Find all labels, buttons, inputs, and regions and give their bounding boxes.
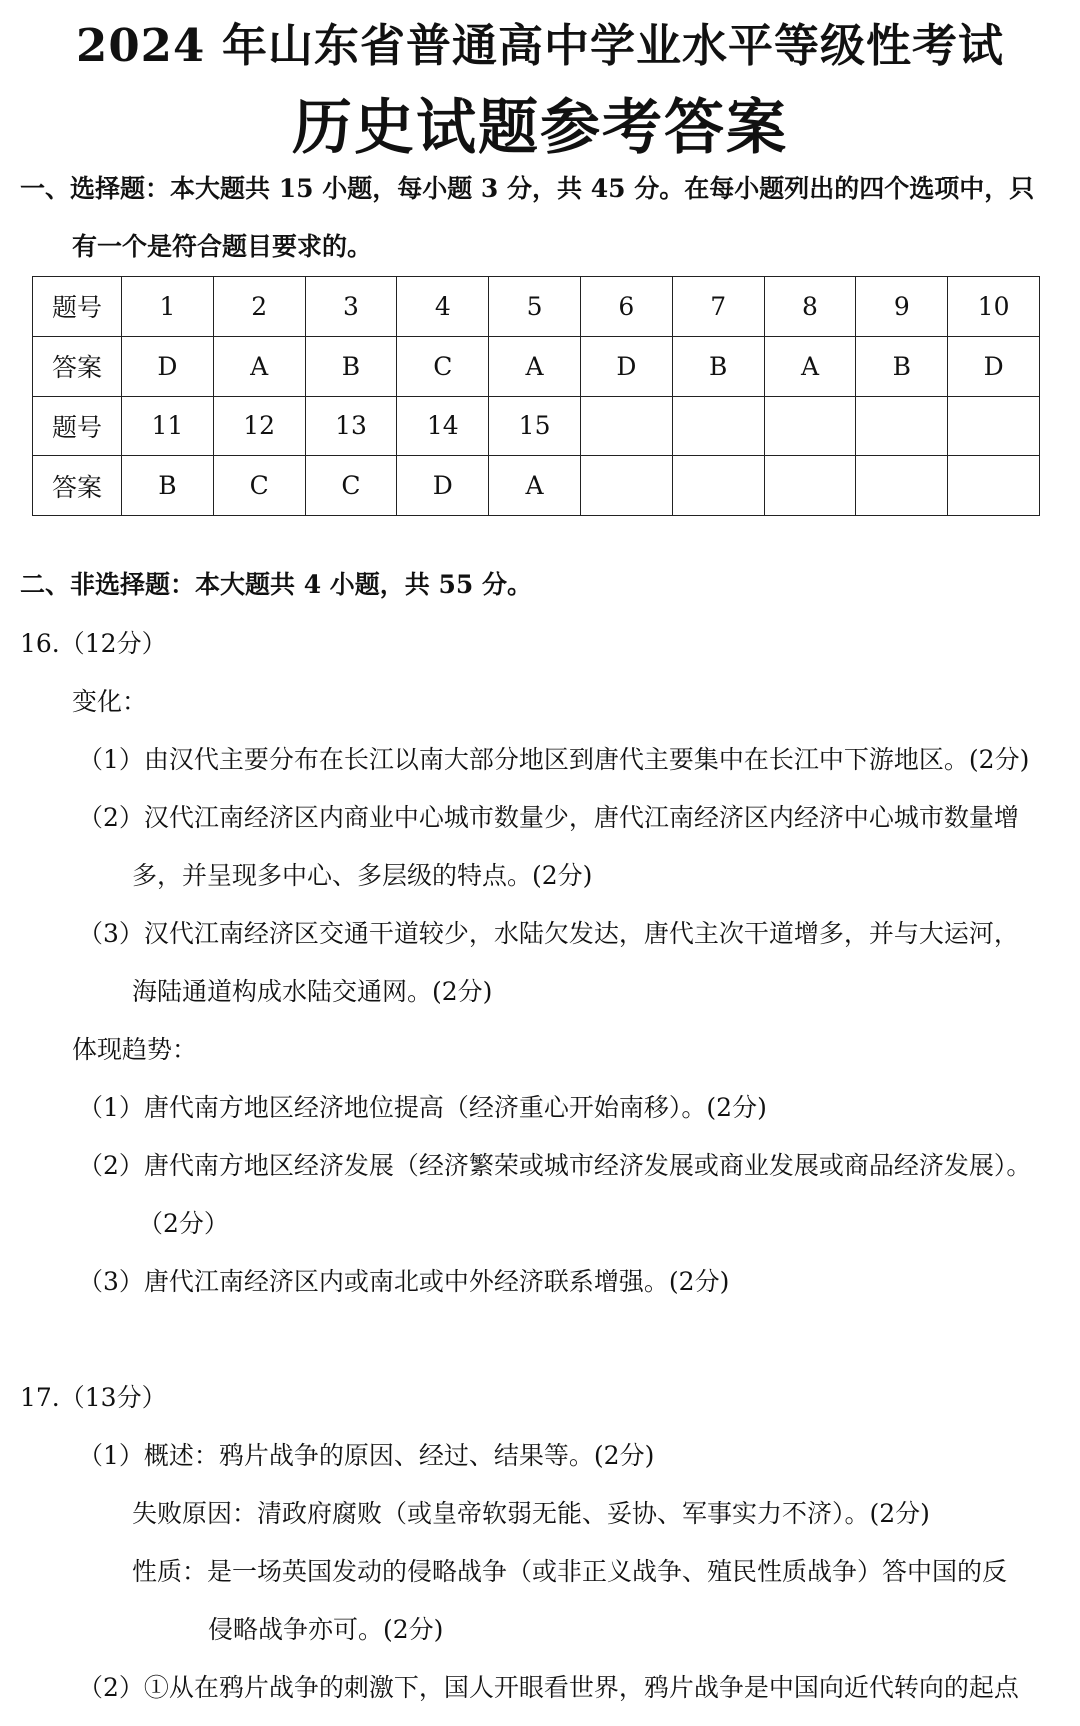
q16-trend-item-1: （1）唐代南方地区经济地位提高（经济重心开始南移）。(2分) <box>78 1093 767 1122</box>
q16-trend-label: 体现趋势： <box>72 1035 198 1064</box>
table-cell: 答案 <box>33 456 122 516</box>
table-cell <box>948 396 1040 456</box>
table-cell: D <box>948 336 1040 396</box>
table-cell: B <box>305 336 397 396</box>
section1-heading-line2: 有一个是符合题目要求的。 <box>72 232 373 261</box>
q16-trend-item-3: （3）唐代江南经济区内或南北或中外经济联系增强。(2分) <box>78 1267 730 1296</box>
table-cell: D <box>580 336 672 396</box>
section1-heading-line1: 一、选择题：本大题共 15 小题，每小题 3 分，共 45 分。在每小题列出的四个选项中，只 <box>20 174 1035 203</box>
table-cell: C <box>397 336 489 396</box>
table-cell: A <box>489 456 581 516</box>
table-cell: 4 <box>397 277 489 337</box>
table-cell: 7 <box>672 277 764 337</box>
table-row <box>33 456 1040 516</box>
q16-trend-item-2-cont: （2分） <box>138 1209 229 1238</box>
q16-change-label: 变化： <box>72 687 148 716</box>
table-row <box>33 336 1040 396</box>
exam-title: 2024 年山东省普通高中学业水平等级性考试 <box>76 19 1004 72</box>
table-cell: 11 <box>122 396 214 456</box>
table-cell: 10 <box>948 277 1040 337</box>
table-cell: 9 <box>856 277 948 337</box>
table-cell: 5 <box>489 277 581 337</box>
q17-line-3: 性质：是一场英国发动的侵略战争（或非正义战争、殖民性质战争）答中国的反 <box>132 1557 1008 1586</box>
q17-line-5: （2）①从在鸦片战争的刺激下，国人开眼看世界，鸦片战争是中国向近代转向的起点 <box>78 1673 1019 1702</box>
table-cell: 8 <box>764 277 856 337</box>
table-cell: A <box>489 336 581 396</box>
q16-trend-item-2: （2）唐代南方地区经济发展（经济繁荣或城市经济发展或商业发展或商品经济发展）。 <box>78 1151 1032 1180</box>
table-cell: B <box>122 456 214 516</box>
answer-table <box>32 276 1040 516</box>
q16-change-item-3: （3）汉代江南经济区交通干道较少，水陆欠发达，唐代主次干道增多，并与大运河， <box>78 919 1019 948</box>
table-cell: 答案 <box>33 336 122 396</box>
table-cell: 2 <box>213 277 305 337</box>
table-cell: 14 <box>397 396 489 456</box>
table-cell <box>856 396 948 456</box>
table-cell: C <box>213 456 305 516</box>
table-cell <box>764 396 856 456</box>
q16-change-item-1: （1）由汉代主要分布在长江以南大部分地区到唐代主要集中在长江中下游地区。(2分) <box>78 745 1030 774</box>
table-row <box>33 396 1040 456</box>
q16-change-item-3-cont: 海陆通道构成水陆交通网。(2分) <box>132 977 493 1006</box>
table-cell <box>948 456 1040 516</box>
document-subtitle: 历史试题参考答案 <box>292 93 788 163</box>
q17-line-2: 失败原因：清政府腐败（或皇帝软弱无能、妥协、军事实力不济）。(2分) <box>132 1499 930 1528</box>
table-cell <box>580 456 672 516</box>
table-cell: A <box>764 336 856 396</box>
table-cell <box>764 456 856 516</box>
q16-number: 16.（12分） <box>20 629 167 658</box>
table-cell <box>672 456 764 516</box>
table-cell <box>672 396 764 456</box>
table-cell: 题号 <box>33 277 122 337</box>
section1-heading <box>20 160 1060 276</box>
table-cell: B <box>856 336 948 396</box>
table-cell: 1 <box>122 277 214 337</box>
table-cell: C <box>305 456 397 516</box>
table-cell: D <box>122 336 214 396</box>
section2-heading: 二、非选择题：本大题共 4 小题，共 55 分。 <box>20 570 533 599</box>
table-cell: 6 <box>580 277 672 337</box>
table-cell: 12 <box>213 396 305 456</box>
table-cell: A <box>213 336 305 396</box>
table-row <box>33 277 1040 337</box>
q16-change-item-2: （2）汉代江南经济区内商业中心城市数量少，唐代江南经济区内经济中心城市数量增 <box>78 803 1019 832</box>
table-cell: 15 <box>489 396 581 456</box>
q16-change-item-2-cont: 多，并呈现多中心、多层级的特点。(2分) <box>132 861 593 890</box>
q17-line-4: 侵略战争亦可。(2分) <box>208 1615 444 1644</box>
table-cell <box>856 456 948 516</box>
q17-line-1: （1）概述：鸦片战争的原因、经过、结果等。(2分) <box>78 1441 655 1470</box>
table-cell <box>580 396 672 456</box>
table-cell: D <box>397 456 489 516</box>
table-cell: 13 <box>305 396 397 456</box>
table-cell: B <box>672 336 764 396</box>
table-cell: 题号 <box>33 396 122 456</box>
q17-number: 17.（13分） <box>20 1383 167 1412</box>
table-cell: 3 <box>305 277 397 337</box>
